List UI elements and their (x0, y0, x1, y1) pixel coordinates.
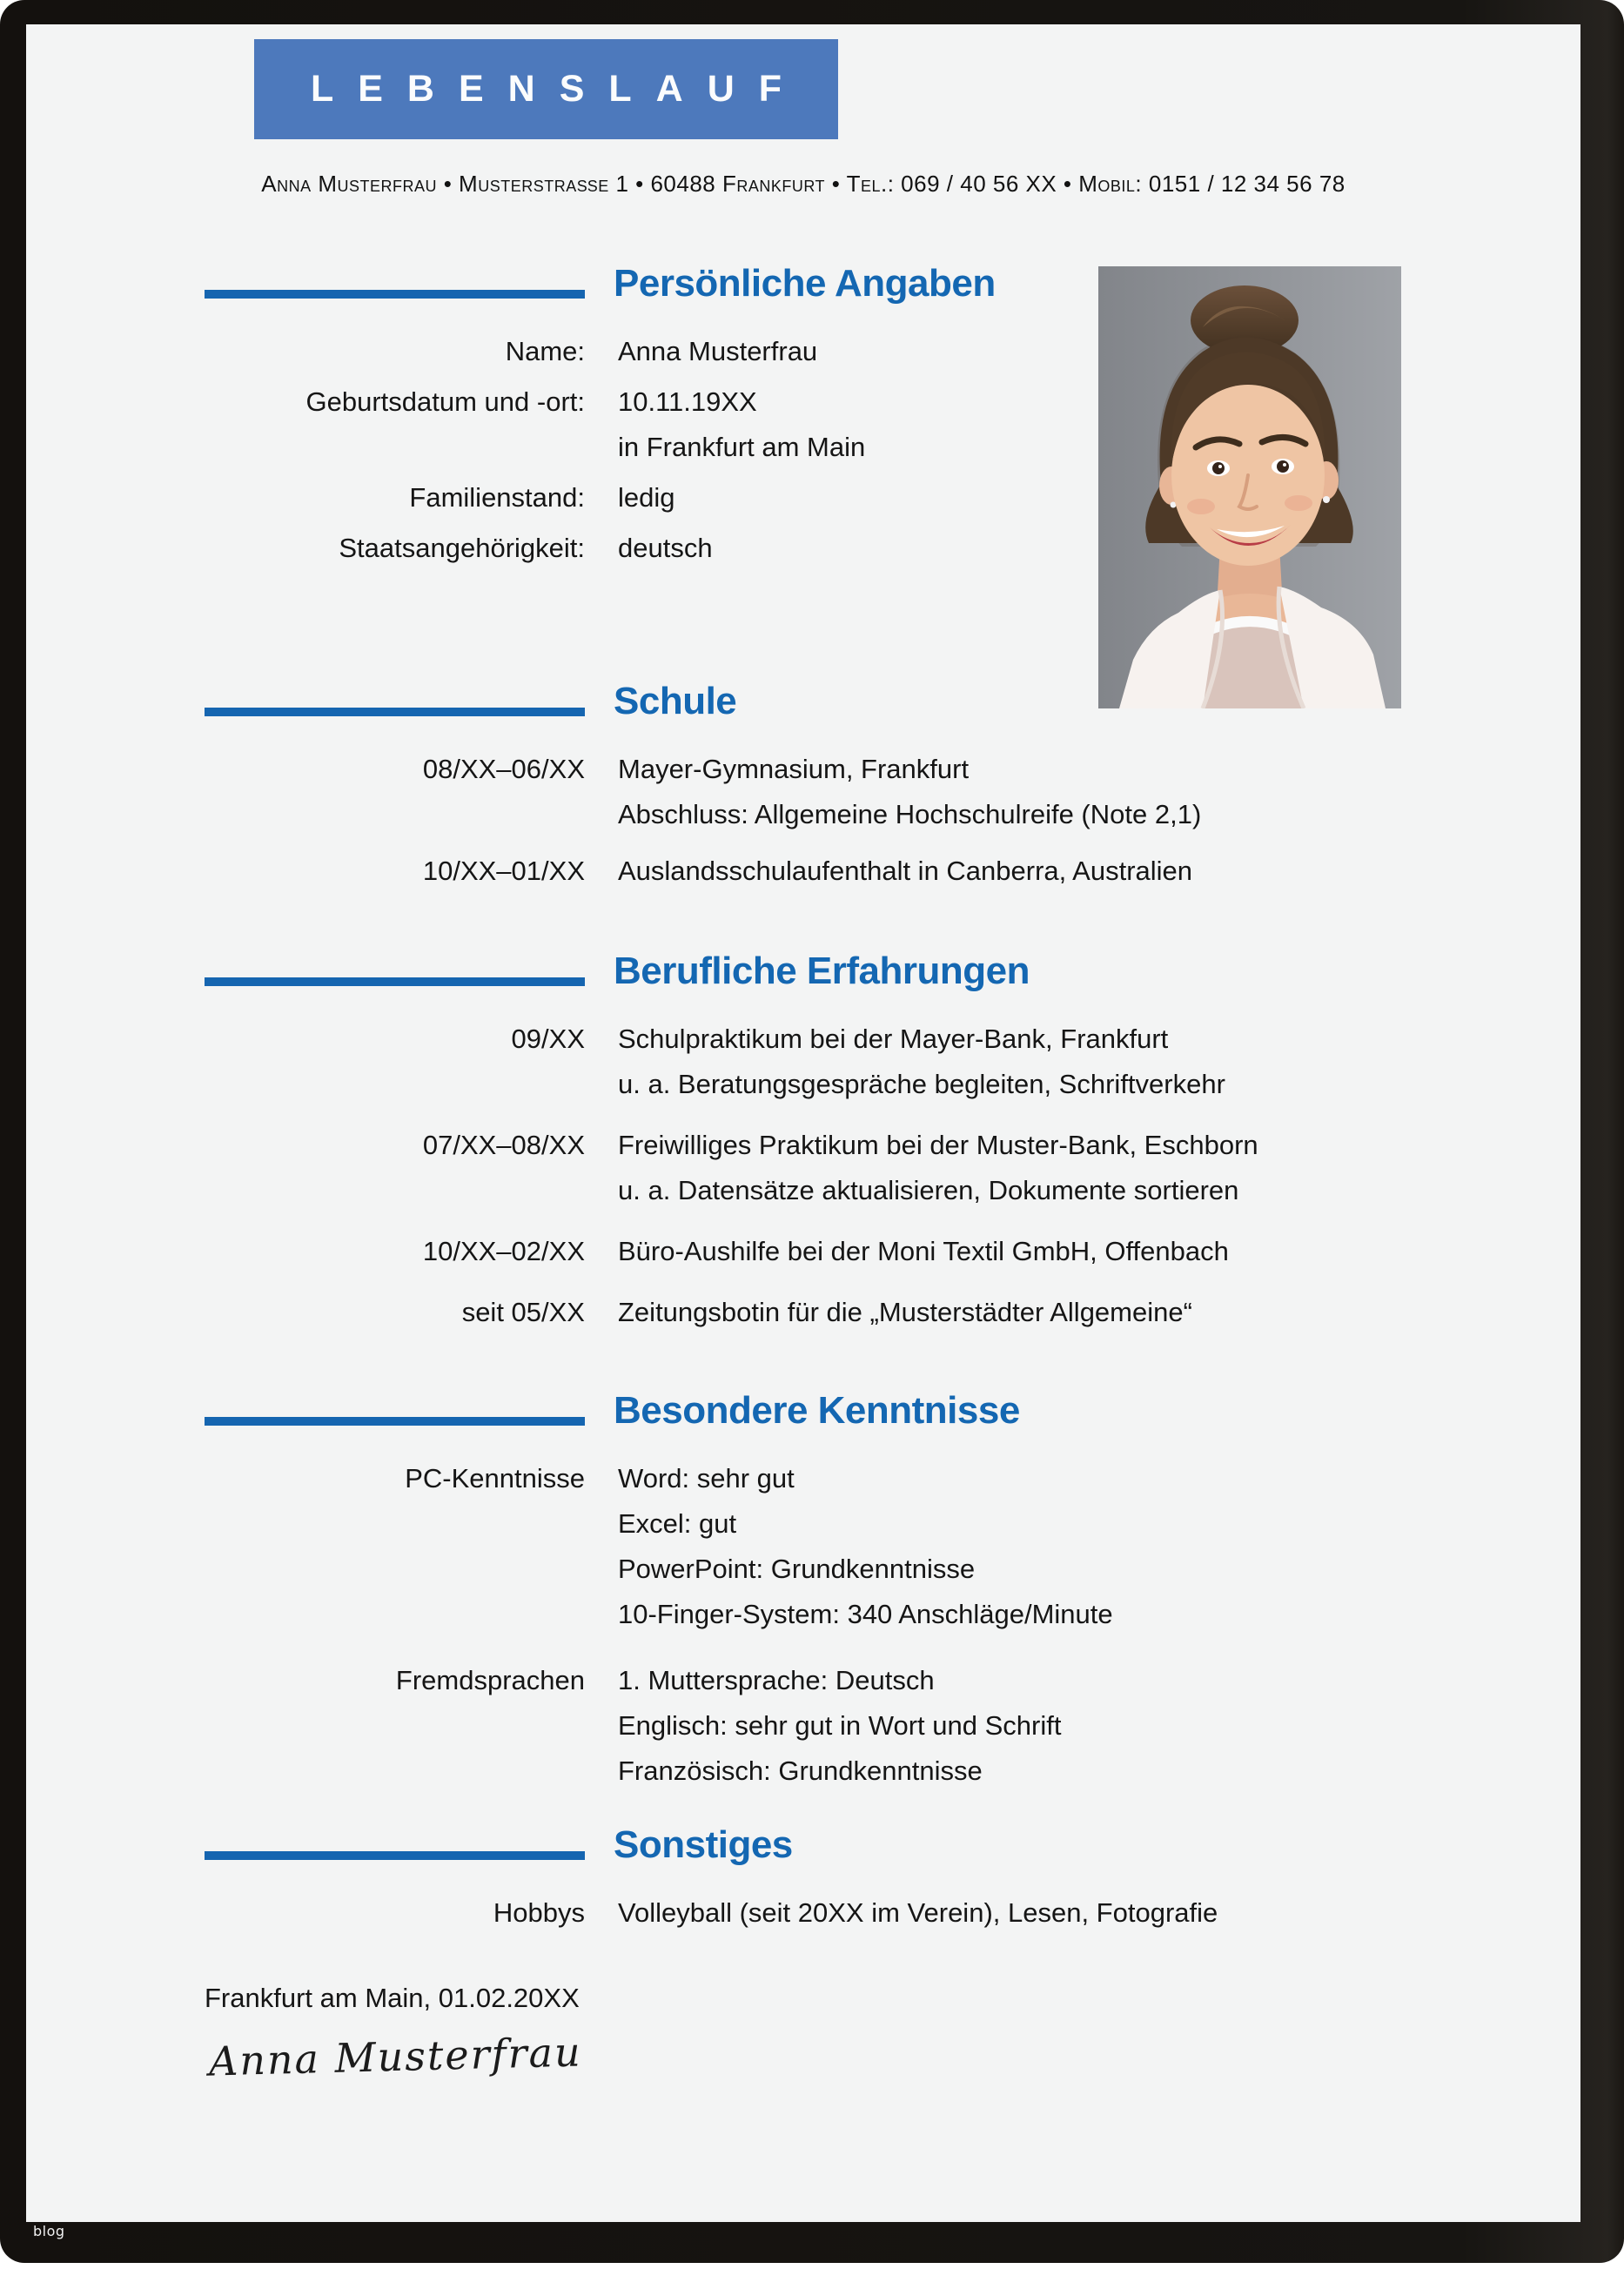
section-header (26, 952, 1580, 990)
row-label: Hobbys (493, 1897, 585, 1928)
section (26, 1389, 1580, 1794)
section-header (26, 682, 1580, 721)
row-value-line: 1. Muttersprache: Deutsch (618, 1665, 935, 1695)
row-values (618, 1658, 1580, 1794)
row-value-line: 10.11.19XX (618, 386, 757, 417)
section (26, 262, 1580, 571)
row (26, 379, 1580, 470)
row-label: Staatsangehörigkeit: (339, 533, 585, 563)
row (26, 1658, 1580, 1794)
row-values (618, 379, 1580, 470)
row-values (618, 1229, 1580, 1274)
row (26, 1890, 1580, 1936)
row-value-line: Schulpraktikum bei der Mayer-Bank, Frankfurt (618, 1024, 1169, 1054)
row-value-line: Freiwilliges Praktikum bei der Muster-Bank, Eschborn (618, 1130, 1258, 1160)
row-value-line: u. a. Datensätze aktualisieren, Dokumente sortieren (618, 1175, 1239, 1205)
section-heading: Berufliche Erfahrungen (614, 950, 1030, 992)
row (26, 475, 1580, 520)
row-value-line: PowerPoint: Grundkenntnisse (618, 1554, 976, 1584)
row-label: seit 05/XX (461, 1297, 585, 1327)
row-value-line: Auslandsschulaufenthalt in Canberra, Australien (618, 856, 1193, 886)
row-label: Geburtsdatum und -ort: (305, 386, 585, 417)
row-values (618, 1890, 1580, 1936)
contact-line: Anna Musterfrau • Musterstraße 1 • 60488 Frankfurt • Tel.: 069 / 40 56 XX • Mobil: 0151 / 12 34 56 78 (261, 171, 1346, 197)
row-value-line: ledig (618, 482, 675, 513)
row-values (618, 1123, 1580, 1213)
signature: Anna Musterfrau (208, 2028, 583, 2085)
row-value-line: Mayer-Gymnasium, Frankfurt (618, 754, 970, 784)
section-rows (26, 329, 1580, 571)
section-rows (26, 747, 1580, 894)
row-values (618, 1456, 1580, 1637)
section-header (26, 1823, 1580, 1866)
section-rows (26, 1890, 1580, 1936)
section-heading: Schule (614, 680, 737, 722)
row-values (618, 1017, 1580, 1107)
section-rule (205, 1851, 585, 1860)
row (26, 849, 1580, 894)
row (26, 1017, 1580, 1107)
row-value-line: Anna Musterfrau (618, 336, 818, 366)
row (26, 1229, 1580, 1274)
page-title: LEBENSLAUF (310, 68, 807, 110)
section-heading: Persönliche Angaben (614, 262, 996, 305)
row-value-line: 10-Finger-System: 340 Anschläge/Minute (618, 1599, 1113, 1629)
section-rule (205, 290, 585, 299)
row-values (618, 1290, 1580, 1335)
row-value-line: Büro-Aushilfe bei der Moni Textil GmbH, Offenbach (618, 1236, 1229, 1266)
row-label: Fremdsprachen (395, 1665, 585, 1695)
section-heading: Sonstiges (614, 1823, 793, 1866)
row-value-line: deutsch (618, 533, 713, 563)
row-values (618, 526, 1580, 571)
row (26, 747, 1580, 837)
row-label: 08/XX–06/XX (422, 754, 585, 784)
row-values (618, 849, 1580, 894)
row-value-line: Word: sehr gut (618, 1463, 795, 1494)
row-label: PC-Kenntnisse (405, 1463, 585, 1494)
row-values (618, 329, 1580, 374)
cv-page (26, 24, 1580, 2222)
section (26, 682, 1580, 894)
section-rule (205, 708, 585, 716)
section-rule (205, 977, 585, 986)
section-heading: Besondere Kenntnisse (614, 1389, 1020, 1432)
section (26, 1823, 1580, 1936)
row-label: Name: (505, 336, 585, 366)
row (26, 526, 1580, 571)
section-rule (205, 1417, 585, 1426)
row-values (618, 475, 1580, 520)
section-rows (26, 1456, 1580, 1794)
row-value-line: u. a. Beratungsgespräche begleiten, Schriftverkehr (618, 1069, 1225, 1099)
title-box (254, 39, 838, 139)
row-values (618, 747, 1580, 837)
row-value-line: in Frankfurt am Main (618, 432, 866, 462)
section (26, 952, 1580, 1335)
row (26, 329, 1580, 374)
section-header (26, 1389, 1580, 1432)
row-value-line: Französisch: Grundkenntnisse (618, 1755, 983, 1786)
row-value-line: Volleyball (seit 20XX im Verein), Lesen, Fotografie (618, 1897, 1218, 1928)
row-label: 07/XX–08/XX (422, 1130, 585, 1160)
row (26, 1456, 1580, 1637)
row-value-line: Abschluss: Allgemeine Hochschulreife (Note 2,1) (618, 799, 1202, 829)
row-value-line: Zeitungsbotin für die „Musterstädter Allgemeine“ (618, 1297, 1192, 1327)
row-label: 10/XX–02/XX (422, 1236, 585, 1266)
section-rows (26, 1017, 1580, 1335)
place-date: Frankfurt am Main, 01.02.20XX (205, 1983, 580, 2013)
row (26, 1123, 1580, 1213)
row-label: Familienstand: (409, 482, 585, 513)
watermark-blog: blog (33, 2223, 65, 2239)
row-label: 09/XX (511, 1024, 585, 1054)
section-header (26, 262, 1580, 305)
row (26, 1290, 1580, 1335)
row-value-line: Excel: gut (618, 1508, 737, 1539)
row-value-line: Englisch: sehr gut in Wort und Schrift (618, 1710, 1062, 1741)
row-label: 10/XX–01/XX (422, 856, 585, 886)
